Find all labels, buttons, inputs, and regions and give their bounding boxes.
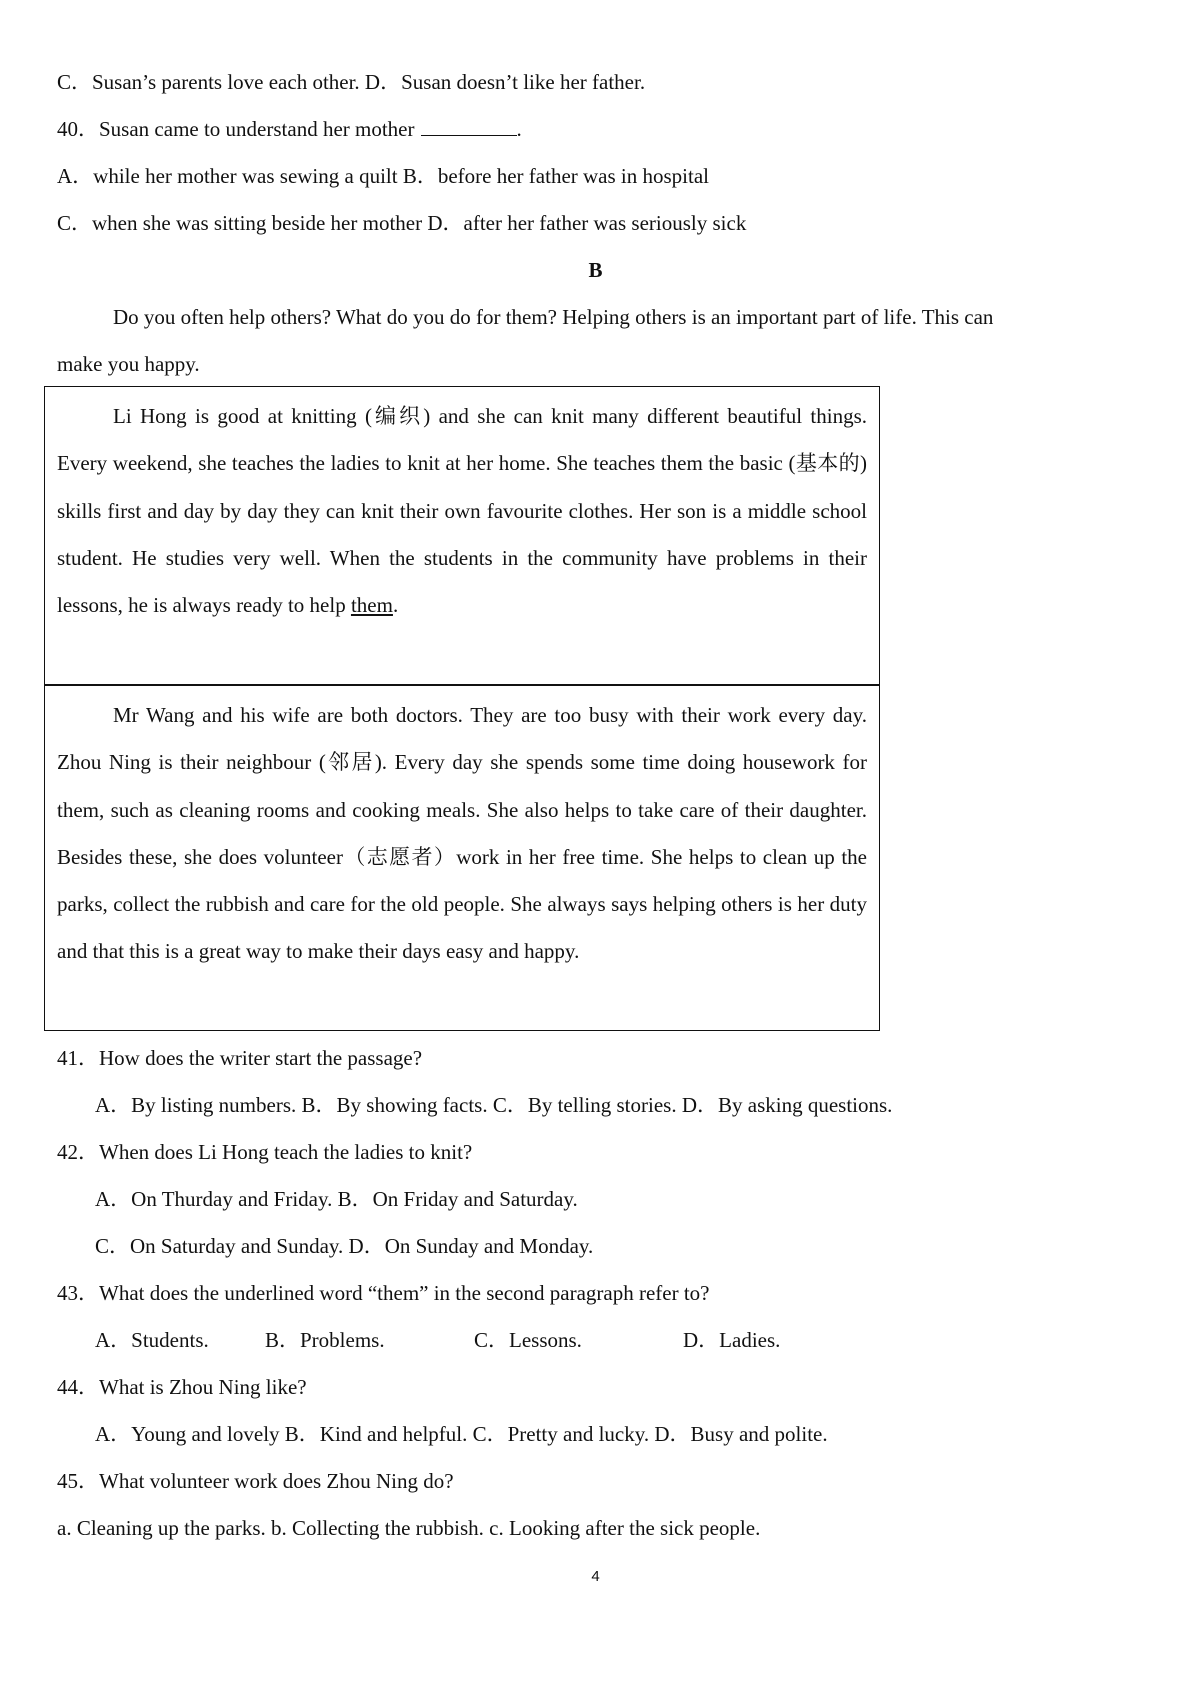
passage-li-hong-end: . [392, 593, 399, 618]
question-40-text: 40．Susan came to understand her mother [57, 117, 415, 141]
passage-box-zhou-ning [44, 684, 880, 1031]
passage-box-li-hong [44, 386, 880, 686]
q42-options-ab: A．On Thurday and Friday. B．On Friday and Saturday. [95, 1187, 578, 1211]
q45-items: a. Cleaning up the parks. b. Collecting the rubbish. c. Looking after the sick people. [57, 1516, 761, 1540]
q41-options: A．By listing numbers. B．By showing facts. C．By telling stories. D．By asking questions. [95, 1093, 893, 1117]
intro-paragraph-line-1: Do you often help others? What do you do for them? Helping others is an important part of life. This can [113, 305, 994, 329]
q39-options-cd: C．Susan’s parents love each other. D．Susan doesn’t like her father. [57, 70, 646, 94]
question-40-period: . [516, 117, 522, 141]
answer-blank [421, 115, 517, 136]
underlined-word-them: them [350, 593, 393, 618]
passage-zhou-ning: Mr Wang and his wife are both doctors. They are too busy with their work every day. Zhou Ning is their neighbour (邻居). Every day she spends some time doing housework for them, such as cleaning rooms and cooking meals. She also helps to take care of their daughter. Besides these, she does volunteer（志愿者）work in her free time. She helps to clean up the parks, collect the rubbish and care for the old people. She always says helping others is her duty and that this is a great way to make their days easy and happy. [57, 703, 867, 964]
q43-option-d: D．Ladies. [683, 1328, 781, 1352]
passage-li-hong [57, 393, 867, 629]
q42-options-cd: C．On Saturday and Sunday. D．On Sunday and Monday. [95, 1234, 594, 1258]
question-45: 45．What volunteer work does Zhou Ning do? [57, 1469, 454, 1493]
question-43: 43．What does the underlined word “them” in the second paragraph refer to? [57, 1281, 710, 1305]
question-44: 44．What is Zhou Ning like? [57, 1375, 307, 1399]
q43-option-b: B．Problems. [265, 1328, 385, 1352]
q43-option-a: A．Students. [95, 1328, 209, 1352]
q40-options-ab: A．while her mother was sewing a quilt B．before her father was in hospital [57, 164, 709, 188]
question-42: 42．When does Li Hong teach the ladies to knit? [57, 1140, 473, 1164]
q44-options: A．Young and lovely B．Kind and helpful. C．Pretty and lucky. D．Busy and polite. [95, 1422, 828, 1446]
q40-options-cd: C．when she was sitting beside her mother D．after her father was seriously sick [57, 211, 747, 235]
section-heading: B [588, 258, 603, 282]
q43-option-c: C．Lessons. [474, 1328, 582, 1352]
intro-paragraph-line-2: make you happy. [57, 352, 200, 376]
question-41: 41．How does the writer start the passage? [57, 1046, 423, 1070]
page-number: 4 [591, 1568, 600, 1585]
question-40 [57, 114, 522, 144]
passage-li-hong-text: Li Hong is good at knitting (编织) and she can knit many different beautiful things. Every weekend, she teaches the ladies to knit at her home. She teaches them the basic (基本的) skills first and day by day they can knit their own favourite clothes. Her son is a middle school student. He studies very well. When the students in the community have problems in their lessons, he is always ready to help [57, 404, 867, 618]
